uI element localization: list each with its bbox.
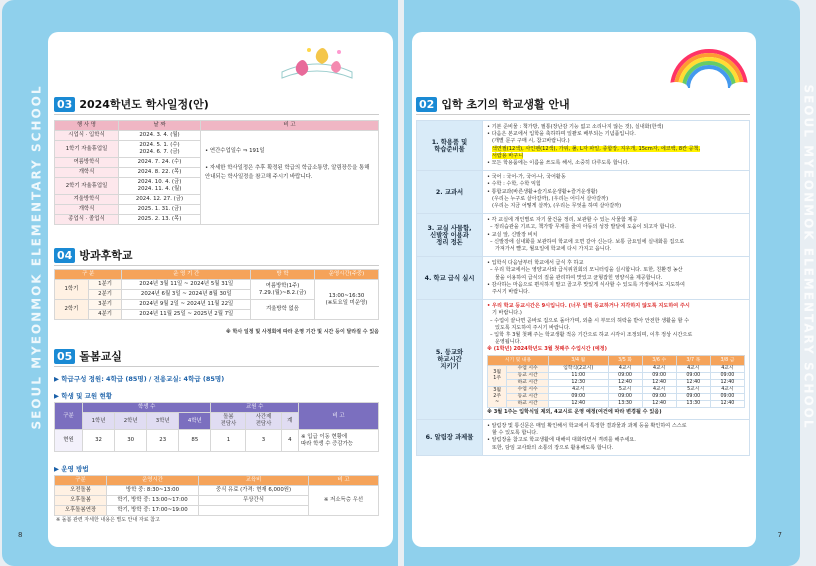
divider [416, 114, 750, 115]
sched-row-label: 등교 시간 [507, 393, 549, 400]
semester-label: 2학기 [55, 300, 89, 320]
note-days: • 연간수업일수 ⇒ 191일 [205, 148, 265, 154]
calendar-notes [201, 131, 379, 225]
right-content [412, 32, 782, 547]
quarter-period: 2024년 11월 25일 ~ 2025년 2월 7일 [122, 310, 251, 320]
week-label: 3월 1주 [488, 365, 507, 386]
sub-header: 돌봄 전담사 [211, 413, 246, 430]
section-04-heading [54, 247, 132, 263]
sched-cell: 13:30 [608, 400, 642, 407]
highlight-line: 서랍용 바구니 [492, 152, 524, 159]
desc-line: 물을 이용하여 급식의 질을 관리하여 맛있고 균형잡힌 영양식을 제공합니다. [495, 274, 663, 281]
desc-line: • 국어 : 국어-가, 국어-나, 국어활동 [487, 174, 566, 181]
event-name: 겨울방학식 [55, 195, 119, 205]
quarter-label: 3분기 [88, 300, 122, 310]
schedule-title: ※ (1학년) 2024학년도 3월 첫째주 수업시간 (예정) [487, 346, 607, 353]
desc-line: • 각 교실에 개인별로 자기 물건을 정리, 보관할 수 있는 사물함 제공 [487, 217, 638, 224]
desc-line: • 입학식 다음날부터 학교에서 급식 후 하교 [487, 260, 584, 267]
semester-label: 1학기 [55, 280, 89, 300]
sched-row-label: 등교 시간 [507, 372, 549, 379]
desc-line: • 알림장을 참고로 학교생활에 대해여 대화하면서 격려를 해주세요. [487, 437, 636, 444]
vacation-info: 여름방학(1주) 7.29.(월)~8.2.(금) [251, 280, 315, 300]
event-date: 2025. 1. 31. (금) [119, 205, 201, 215]
left-vertical-text: SEOUL MYEONMOK ELEMENTARY SCHOOL [29, 84, 44, 430]
row-label: 현원 [55, 430, 83, 452]
operating-time: 13:00~16:30 (※토요일 미운영) [315, 280, 379, 320]
desc-line: – 우리 학교에서는 영양교사와 급식위원회의 모니터링을 실시합니다. 또한, 친환경 농산 [490, 267, 683, 274]
method-time: 학기, 방학 중: 13:00~17:00 [107, 496, 199, 506]
count-cell: 85 [179, 430, 211, 452]
sched-header: 3/4 월 [548, 355, 608, 365]
sched-cell: 12:40 [642, 379, 676, 386]
sched-cell: 4교시 [608, 365, 642, 372]
sched-cell: 4교시 [676, 365, 710, 372]
week-label: 3월 2주 ~ [488, 386, 507, 407]
care-method-table [54, 475, 379, 516]
method-time: 방학 중: 8:30~13:00 [107, 486, 199, 496]
section-number: 05 [54, 349, 75, 364]
desc-line: • 모든 학용품에는 이름을 쓰도록 해서, 소중히 다루도록 합니다. [487, 160, 630, 167]
col-header: 비 고 [299, 403, 379, 430]
status-note: ※ 입급 이동 현황에 따라 학생 수 증감가능 [299, 430, 379, 452]
class-composition: ▶ 학급구성 정원: 4학급 (85명) / 전용교실: 4학급 (85명) [54, 375, 225, 383]
note-detail: • 자세한 학사일정은 추후 확정된 학급의 학급소통망, 알림장등을 통해 안내되는 학사일정을 참고해 주시기 바랍니다. [205, 165, 370, 180]
quarter-label: 1분기 [88, 280, 122, 290]
count-cell: 32 [83, 430, 115, 452]
section-03-heading [54, 96, 209, 112]
topic-cell: 4. 학교 급식 실시 [417, 257, 483, 300]
event-name: 여름방학식 [55, 158, 119, 168]
event-date: 2024. 10. 4. (금) 2024. 11. 4. (월) [119, 178, 201, 195]
quarter-period: 2024년 3월 11일 ~ 2024년 5월 31일 [122, 280, 251, 290]
desc-line: – 신발장에 실내화를 보관하여 학교에 오면 갈아 신는다. 보통 금요일에 실내화를 집으로 [490, 238, 685, 245]
col-header: 행 사 명 [55, 121, 119, 131]
method-type: 오후돌봄연장 [55, 506, 107, 516]
sched-row-label: 하교 시간 [507, 400, 549, 407]
desc-line: • 다음은 본교에서 입학을 축하하며 일괄로 배부되는 기념품입니다. [487, 131, 636, 138]
topic-cell: 6. 알림장 과제물 [417, 419, 483, 455]
sub-header: 3학년 [147, 413, 179, 430]
topic-cell: 3. 교실 사물함, 신발장 이용과 정리 정돈 [417, 214, 483, 257]
sched-cell: 11:00 [548, 372, 608, 379]
section-number: 04 [54, 248, 75, 263]
desc-line: 운영됩니다. [495, 339, 522, 346]
event-date: 2025. 2. 13. (목) [119, 215, 201, 225]
sched-cell: 4교시 [642, 386, 676, 393]
sched-header: 3/7 목 [676, 355, 710, 365]
sub-header: 계 [281, 413, 298, 430]
sched-cell: 09:00 [676, 372, 710, 379]
event-name: 2학기 자율휴업일 [55, 178, 119, 195]
sub-header: 4학년 [179, 413, 211, 430]
section-number: 02 [416, 97, 437, 112]
desc-cell [483, 214, 750, 257]
col-header: 운영시간 [107, 476, 199, 486]
first-week-schedule [487, 355, 745, 408]
section-02-heading [416, 96, 570, 112]
count-cell: 3 [246, 430, 281, 452]
method-note: ※ 저소득층 우선 [309, 486, 379, 516]
sched-row-label: 수업 시수 [507, 365, 549, 372]
desc-line: 있도록 지도하여 주시기 바랍니다. [495, 324, 571, 331]
sched-header: 3/5 화 [608, 355, 642, 365]
sched-cell: 12:40 [676, 379, 710, 386]
sched-cell: 09:00 [608, 372, 642, 379]
sched-cell: 5교시 [608, 386, 642, 393]
event-name: 종업식 · 졸업식 [55, 215, 119, 225]
method-fee: 무상간식 [199, 496, 309, 506]
desc-line: • 감사하는 마음으로 편식하지 말고 골고루 맛있게 식사할 수 있도록 가정에서도 지도하여 [487, 281, 685, 288]
divider [54, 114, 379, 115]
sched-row-label: 하교 시간 [507, 379, 549, 386]
count-cell: 4 [281, 430, 298, 452]
event-date: 2024. 3. 4. (월) [119, 131, 201, 141]
sub-header: 2학년 [115, 413, 147, 430]
sched-cell: 12:40 [642, 400, 676, 407]
desc-line: • 알림장 및 통신문은 매일 확인해서 학교에서 특정한 결과물과 과제 등을 확인하여 스스로 [487, 422, 687, 429]
section-title: 방과후학교 [79, 249, 133, 262]
book-heart-illustration [277, 42, 357, 88]
quarter-period: 2024년 9월 2일 ~ 2024년 11월 22일 [122, 300, 251, 310]
divider [54, 265, 379, 266]
schedule-note: ※ 3월 1주는 입학식일 제외, 4교시로 운영 예정(여건에 따라 변경될 수 있음) [487, 408, 662, 415]
desc-line: (우리는 누구로 살아갈까), (우리는 어디서 살아갈까) [492, 195, 609, 202]
right-page [404, 0, 816, 566]
sched-cell: 09:00 [642, 372, 676, 379]
sub-header: 1학년 [83, 413, 115, 430]
sched-header: 3/6 수 [642, 355, 676, 365]
section-05-heading [54, 348, 122, 364]
left-page [2, 0, 398, 566]
sched-cell: 4교시 [710, 386, 744, 393]
sched-cell: 13:30 [676, 400, 710, 407]
desc-cell [483, 419, 750, 455]
sched-cell: 4교시 [710, 365, 744, 372]
afterschool-note: ※ 학사 일정 및 사정회에 따라 운영 기간 및 시간 등이 달라질 수 있음 [225, 329, 379, 335]
desc-line: (우리는 지금 어떻게 살까), (우리는 무엇을 하며 살아갈까) [492, 203, 622, 210]
sched-cell: 09:00 [676, 393, 710, 400]
desc-line: – 수업이 끝나면 곧바로 집으로 돌아가며, 외출 시 부모의 허락을 받아 안전한 생활을 할 수 [490, 317, 690, 324]
desc-line: 기 바랍니다.) [492, 310, 522, 317]
quarter-label: 2분기 [88, 290, 122, 300]
desc-cell [483, 121, 750, 171]
col-header: 날 짜 [119, 121, 201, 131]
col-header: 학생 수 [83, 403, 211, 413]
col-header: 구분 [55, 476, 107, 486]
left-page-number: 8 [18, 531, 23, 539]
sched-header: 3/8 금 [710, 355, 744, 365]
sched-cell: 4교시 [548, 386, 608, 393]
desc-line: • 통합교과(바른생활+슬기로운생활+즐거운생활) [487, 188, 598, 195]
col-header: 구 분 [55, 270, 122, 280]
desc-line: • 기본 준비물 : 책가방, 필통(장난감 기능 없고 소리나지 않는 것), 실내화(한색) [487, 124, 664, 130]
sched-cell: 12:40 [548, 400, 608, 407]
topic-cell: 5. 등교와 하교시간 지키기 [417, 300, 483, 420]
sched-cell: 09:00 [548, 393, 608, 400]
section-number: 03 [54, 97, 75, 112]
event-name: 개학식 [55, 168, 119, 178]
sched-cell: 09:00 [710, 393, 744, 400]
section-title: 돌봄교실 [79, 350, 122, 363]
sched-row-label: 수업 시수 [507, 386, 549, 393]
event-date: 2024. 12. 27. (금) [119, 195, 201, 205]
right-vertical-text: SEOUL MYEONMOK ELEMENTARY SCHOOL [801, 84, 816, 430]
sched-cell: 입학식(2교시) [548, 365, 608, 372]
count-cell: 1 [211, 430, 246, 452]
sched-cell: 5교시 [676, 386, 710, 393]
event-date: 2024. 5. 1. (수) 2024. 6. 7. (금) [119, 141, 201, 158]
method-fee: 중식 유료 (가격: 현재 6,000원) [199, 486, 309, 496]
school-life-guide-table [416, 120, 750, 456]
desc-line: 가져가서 빨고, 월요일에 학교에 다시 가지고 옵니다. [495, 246, 612, 253]
afterschool-table [54, 269, 379, 320]
col-header: 비 고 [201, 121, 379, 131]
rainbow-illustration [662, 38, 756, 94]
count-cell: 30 [115, 430, 147, 452]
desc-cell [483, 257, 750, 300]
col-header: 교육비 [199, 476, 309, 486]
col-header: 교원 수 [211, 403, 299, 413]
col-header: 방 학 [251, 270, 315, 280]
quarter-period: 2024년 6월 3일 ~ 2024년 8월 30일 [122, 290, 251, 300]
col-header: 구분 [55, 403, 83, 430]
method-heading: ▶ 운영 방법 [54, 465, 89, 473]
sub-header: 사간제 전담사 [246, 413, 281, 430]
sched-cell: 09:00 [642, 393, 676, 400]
event-date: 2024. 8. 22. (목) [119, 168, 201, 178]
topic-cell: 1. 학용품 및 학습준비물 [417, 121, 483, 171]
count-cell: 23 [147, 430, 179, 452]
sched-header: 시기 및 내용 [488, 355, 549, 365]
divider [54, 366, 379, 367]
right-page-number: 7 [777, 531, 782, 539]
desc-line: • 우리 학교 등교시간은 9시입니다. (너무 일찍 등교하거나 지각하지 않도록 지도하여 주시 [487, 303, 690, 310]
sched-cell: 12:40 [608, 379, 642, 386]
col-header: 운 영 기 간 [122, 270, 251, 280]
method-type: 오후돌봄 [55, 496, 107, 506]
event-name: 1학기 자율휴업일 [55, 141, 119, 158]
topic-cell: 2. 교과서 [417, 171, 483, 214]
desc-line: 주시기 바랍니다. [492, 289, 530, 296]
vacation-info: 겨울방학 없음 [251, 300, 315, 320]
section-title: 입학 초기의 학교생활 안내 [441, 98, 570, 111]
desc-cell [483, 300, 750, 420]
section-title: 2024학년도 학사일정(안) [79, 98, 209, 111]
event-name: 개학식 [55, 205, 119, 215]
status-heading: ▶ 학생 및 교원 현황 [54, 392, 113, 400]
desc-line: • 수학 : 수학, 수학 익힘 [487, 181, 541, 188]
desc-line: • 교실 앞, 신발장 비치 [487, 231, 538, 238]
academic-calendar-table [54, 120, 379, 225]
quarter-label: 4분기 [88, 310, 122, 320]
care-footnote: ※ 돌봄 관련 자세한 내용은 별도 안내 자료 참고 [56, 517, 160, 523]
sched-cell: 12:30 [548, 379, 608, 386]
sched-cell: 4교시 [642, 365, 676, 372]
desc-cell [483, 171, 750, 214]
event-date: 2024. 7. 24. (수) [119, 158, 201, 168]
method-time: 학기, 방학 중: 17:00~19:00 [107, 506, 199, 516]
col-header: 비 고 [309, 476, 379, 486]
sched-cell: 12:40 [710, 400, 744, 407]
sched-cell: 12:40 [710, 379, 744, 386]
highlight-line: 색연필(12색), 사인펜(12색), 가위, 풀, L자 파일, 종합장, 지우개, 15cm자, 에코백, 8칸 공책, [492, 145, 701, 152]
desc-line: – 입학 후 3월 첫째 주는 학교생활 적응 기간으로 하교 시각이 조정되며, 이후 정상 시간으로 [490, 332, 693, 339]
desc-line: (개별 문구 구매 시, 참고바랍니다.) [492, 138, 570, 145]
method-fee [199, 506, 309, 516]
method-type: 오전돌봄 [55, 486, 107, 496]
care-status-table [54, 402, 379, 452]
desc-line: – 정리습관을 기르고, 책가방 무게를 줄여 아동의 성장 발달에 도움이 되고자 합니다. [490, 224, 676, 231]
desc-line: 또한, 담임 교사와의 소통의 장으로 활용해도록 합니다. [492, 444, 614, 451]
sched-cell: 09:00 [710, 372, 744, 379]
col-header: 운영시간(주중) [315, 270, 379, 280]
event-name: 시업식 · 입학식 [55, 131, 119, 141]
sched-cell: 09:00 [608, 393, 642, 400]
desc-line: 할 수 있도록 합니다. [492, 430, 538, 437]
